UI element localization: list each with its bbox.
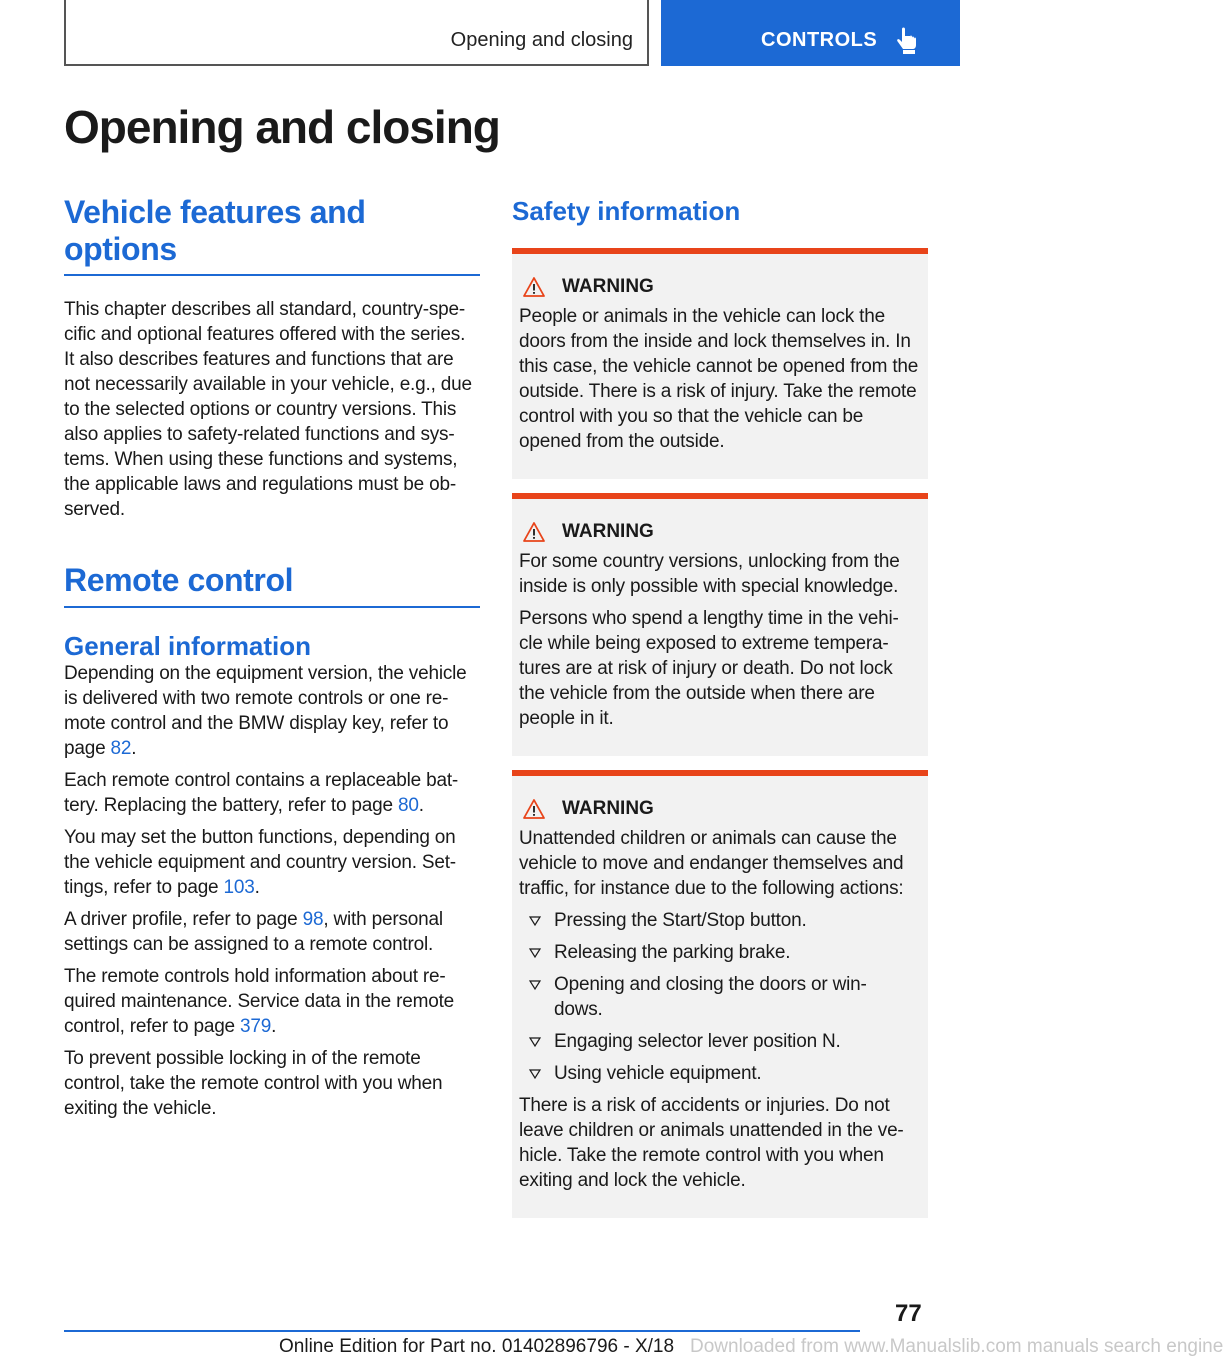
warning-text: For some country versions, unlocking from the inside is only possible with special knowledge. (519, 551, 900, 597)
paragraph-button-functions (64, 825, 480, 900)
bullet-triangle-icon (529, 948, 541, 958)
footer-watermark: Downloaded from www.Manualslib.com manuals search engine (690, 1336, 1223, 1357)
warning-triangle-icon (523, 522, 545, 542)
section-heading-vehicle-features: Vehicle features and options (64, 194, 459, 276)
warning-triangle-icon (523, 277, 545, 297)
warning-box-extreme-temperatures (512, 493, 928, 756)
page-link-82[interactable]: 82 (110, 738, 132, 759)
list-item (519, 1061, 920, 1086)
paragraph-text: . (271, 1016, 277, 1037)
warning-triangle-icon (523, 799, 545, 819)
warning-header (519, 276, 920, 298)
bullet-triangle-icon (529, 980, 541, 990)
paragraph-text: , with personal settings can be assigned to a remote control. (64, 909, 443, 955)
footer-divider (64, 1330, 860, 1332)
list-item (519, 972, 920, 1022)
list-item-text: Using vehicle equipment. (554, 1063, 762, 1084)
right-column (512, 192, 928, 1232)
list-item-text: Engaging selector lever position N. (554, 1031, 841, 1052)
header-section-title: Opening and closing (450, 29, 633, 51)
paragraph-driver-profile (64, 907, 480, 957)
page-number: 77 (895, 1300, 922, 1327)
vehicle-features-text: This chapter describes all standard, country-spe- cific and optional features offered with the series. It also describes features and functions that are not necessarily available in your vehicle, e.g., due to the selected options or country versions. This also applies to safety-related functions and sys- tems. When using these functions and systems, the applicable laws and regulations must be ob- served. (64, 299, 472, 520)
warning-label: WARNING (562, 798, 654, 819)
left-column (64, 194, 480, 1121)
warning-box-unattended-children (512, 770, 928, 1218)
warning-label: WARNING (562, 521, 654, 542)
paragraph-text: . (254, 877, 260, 898)
section-heading-safety-information: Safety information (512, 196, 741, 226)
paragraph-text: . (418, 795, 424, 816)
paragraph-text: Depending on the equipment version, the vehicle is delivered with two remote controls or one re- mote control and the BMW display key, refer to page (64, 663, 467, 759)
header-chapter-tab[interactable] (661, 0, 960, 66)
paragraph-text: The remote controls hold information about re- quired maintenance. Service data in the remote control, refer to page (64, 966, 455, 1037)
page-link-103[interactable]: 103 (223, 877, 255, 898)
paragraph-battery (64, 768, 480, 818)
bullet-triangle-icon (529, 916, 541, 926)
page-link-98[interactable]: 98 (302, 909, 324, 930)
warning-header (519, 521, 920, 543)
section-heading-remote-control: Remote control (64, 562, 480, 608)
warning-label: WARNING (562, 276, 654, 297)
paragraph-text: Each remote control contains a replaceable bat- tery. Replacing the battery, refer to page (64, 770, 459, 816)
list-item (519, 1029, 920, 1054)
page-link-80[interactable]: 80 (397, 795, 419, 816)
page-link-379[interactable]: 379 (240, 1016, 272, 1037)
warning-box-lock-in (512, 248, 928, 479)
warning-header (519, 798, 920, 820)
paragraph-maintenance (64, 964, 480, 1039)
hand-pointer-icon (893, 27, 921, 55)
page-title: Opening and closing (64, 101, 500, 153)
subheading-general-information: General information (64, 631, 312, 661)
paragraph-text: You may set the button functions, depending on the vehicle equipment and country version. Set- tings, refer to page (64, 827, 456, 898)
list-item-text: Opening and closing the doors or win- dows. (554, 974, 867, 1020)
header-chapter-label: CONTROLS (761, 29, 878, 51)
list-item-text: Releasing the parking brake. (554, 942, 791, 963)
bullet-triangle-icon (529, 1069, 541, 1079)
warning-action-list (519, 908, 920, 1086)
paragraph-delivered-remotes (64, 661, 480, 761)
list-item-text: Pressing the Start/Stop button. (554, 910, 807, 931)
warning-text: Unattended children or animals can cause the vehicle to move and endanger themselves and traffic, for instance due to the following actions: (519, 828, 904, 899)
footer-edition: Online Edition for Part no. 01402896796 - X/18 (279, 1336, 675, 1357)
paragraph-text: A driver profile, refer to page (64, 909, 303, 930)
list-item (519, 940, 920, 965)
paragraph-text: . (131, 738, 137, 759)
warning-text: There is a risk of accidents or injuries. Do not leave children or animals unattended in the ve- hicle. Take the remote control with you when exiting and lock the vehicle. (519, 1095, 904, 1191)
warning-text: Persons who spend a lengthy time in the vehi- cle while being exposed to extreme tempera- tures are at risk of injury or death. Do not lock the vehicle from the outside when there are people in it. (519, 608, 899, 729)
paragraph-prevent-locking: To prevent possible locking in of the remote control, take the remote control with you when exiting the vehicle. (64, 1048, 443, 1119)
header-section-box (64, 0, 649, 66)
bullet-triangle-icon (529, 1037, 541, 1047)
list-item (519, 908, 920, 933)
warning-text: People or animals in the vehicle can lock the doors from the inside and lock themselves in. In this case, the vehicle cannot be opened from the outside. There is a risk of injury. Take the remote control with you so that the vehicle can be opened from the outside. (519, 306, 919, 452)
